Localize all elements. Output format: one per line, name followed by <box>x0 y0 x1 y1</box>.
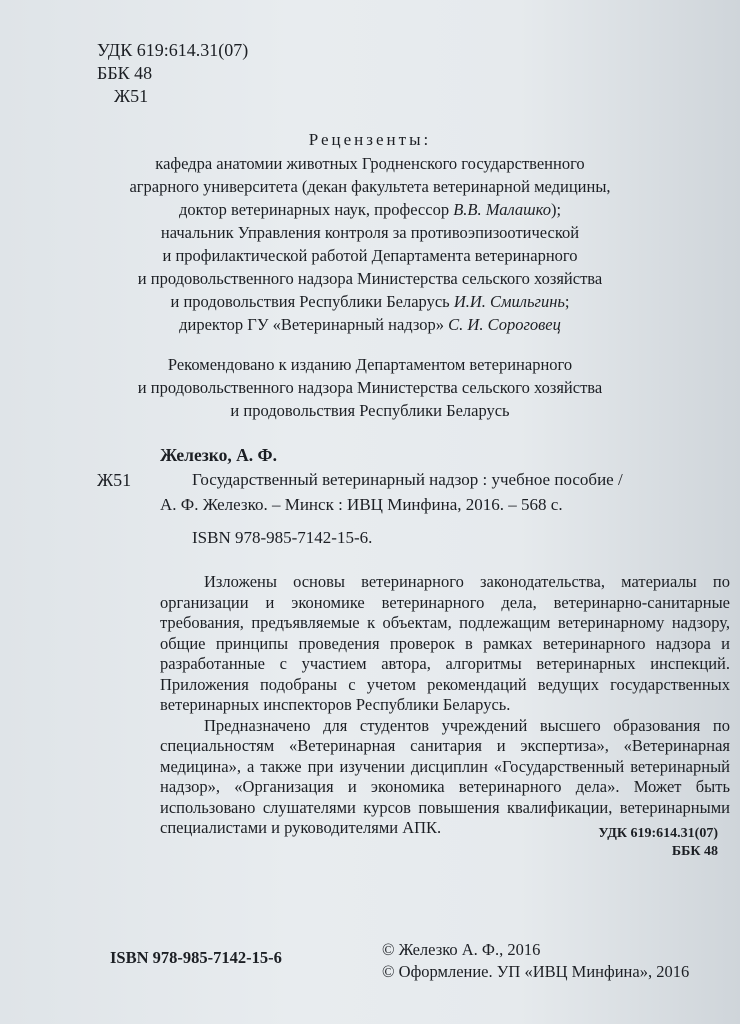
udk-code: УДК 619:614.31(07) <box>97 40 249 60</box>
bibliography-isbn: ISBN 978-985-7142-15-6. <box>192 528 373 547</box>
copyright-author: © Железко А. Ф., 2016 <box>382 940 541 959</box>
bibliography-author: Железко, А. Ф. <box>160 445 277 465</box>
footer-bbk: ББК 48 <box>671 844 718 859</box>
author-mark: Ж51 <box>114 86 149 106</box>
reviewer-name: В.В. Малашко <box>453 200 551 219</box>
reviewer-line: аграрного университета (декан факультета ветеринарной медицины, <box>129 177 611 196</box>
reviewer-name: С. И. Сороговец <box>448 315 561 334</box>
annotation-paragraph: Изложены основы ветеринарного законодательства, материалы по организации и экономике ветеринарного дела, ветеринарно-санитарные требования, предъявляемые к объектам, подлежащим ветеринарному надзору, общие принципы проведения проверок в рамках ветеринарного надзора и разработанные с участием автора, алгоритмы ветеринарных инспекций. Приложения подобраны с учетом рекомендаций ведущих государственных ветеринарных инспекторов Республики Беларусь. <box>160 572 730 714</box>
bbk-code: ББК 48 <box>97 63 153 83</box>
bibliography-title-line: Государственный ветеринарный надзор : учебное пособие / <box>192 470 623 489</box>
reviewer-line: доктор ветеринарных наук, профессор В.В. Малашко); <box>178 200 562 219</box>
annotation-paragraph: Предназначено для студентов учреждений высшего образования по специальностям «Ветеринарная санитария и экспертиза», «Ветеринарная медицина», а также при изучении дисциплин «Государственный ветеринарный надзор», «Организация и экономика ветеринарного дела». Может быть использовано слушателями курсов повышения квалификации, ветеринарными специалистами и руководителями АПК. <box>160 715 730 837</box>
bibliography-code: Ж51 <box>97 470 132 490</box>
reviewer-line: начальник Управления контроля за противоэпизоотической <box>160 223 580 242</box>
reviewer-line: кафедра анатомии животных Гродненского государственного <box>155 154 585 173</box>
reviewer-line: директор ГУ «Ветеринарный надзор» С. И. Сороговец <box>179 315 561 334</box>
recommendation-line: и продовольственного надзора Министерства сельского хозяйства <box>137 378 603 397</box>
reviewer-line: и продовольствия Республики Беларусь И.И. Смильгинь; <box>170 292 570 311</box>
reviewer-line: и продовольственного надзора Министерства сельского хозяйства <box>137 269 603 288</box>
footer-isbn: ISBN 978-985-7142-15-6 <box>110 948 282 967</box>
reviewer-name: И.И. Смильгинь <box>453 292 565 311</box>
reviewers-heading: Рецензенты: <box>308 130 432 149</box>
recommendation-line: Рекомендовано к изданию Департаментом ветеринарного <box>167 355 573 374</box>
reviewer-line: и профилактической работой Департамента ветеринарного <box>162 246 578 265</box>
bibliography-imprint-line: А. Ф. Железко. – Минск : ИВЦ Минфина, 2016. – 568 с. <box>160 495 563 514</box>
copyright-design: © Оформление. УП «ИВЦ Минфина», 2016 <box>382 962 690 981</box>
recommendation-line: и продовольствия Республики Беларусь <box>230 401 510 420</box>
annotation <box>160 572 730 839</box>
footer-udk: УДК 619:614.31(07) <box>598 826 718 841</box>
